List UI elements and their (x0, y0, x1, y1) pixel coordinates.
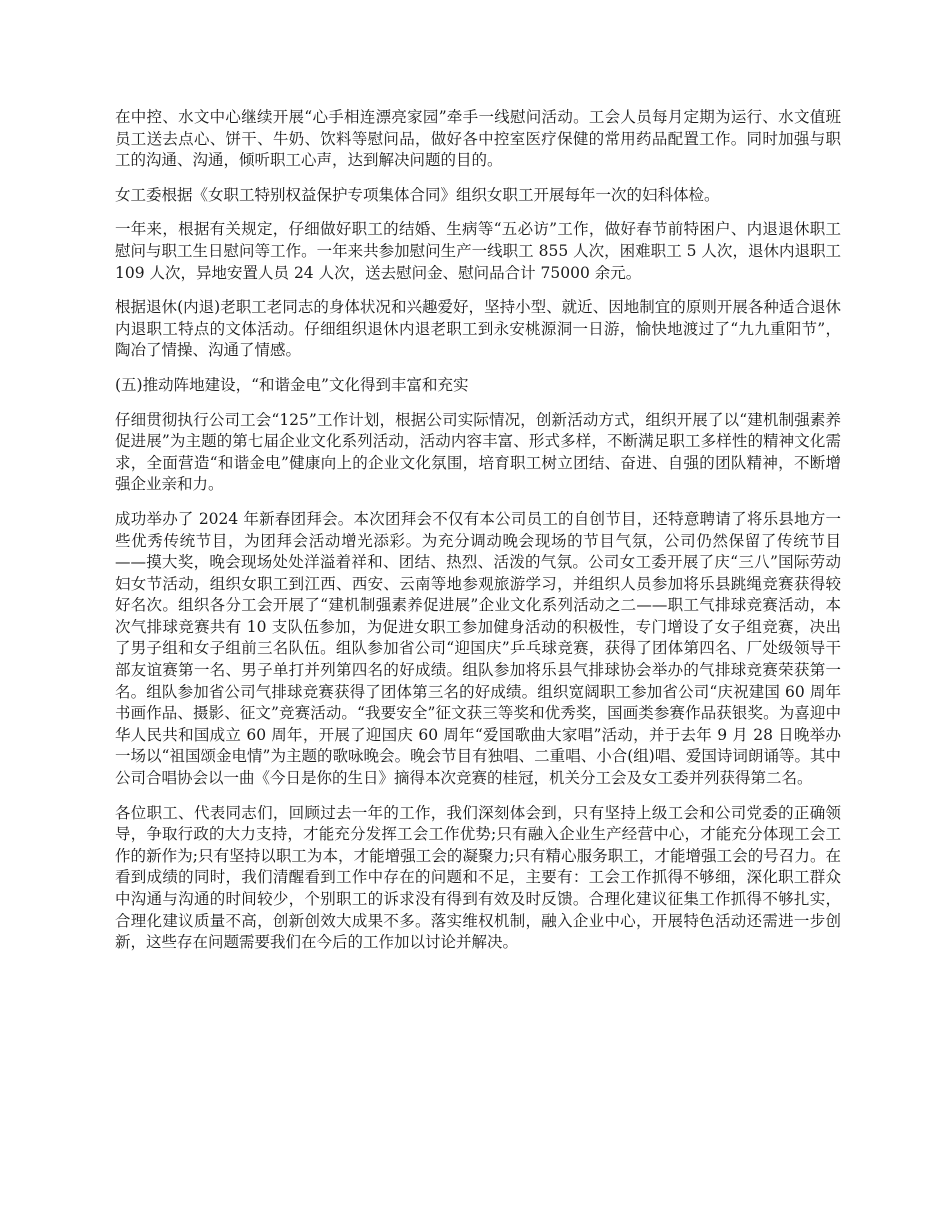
paragraph-retiree-activities: 根据退休(内退)老职工老同志的身体状况和兴趣爱好，坚持小型、就近、因地制宜的原则开展各种适合退休内退职工特点的文体活动。仔细组织退休内退老职工到永安桃源洞一日游，愉快地渡过了“九九重阳节”，陶冶了情操、沟通了情感。 (115, 298, 841, 360)
section-heading-culture: (五)推动阵地建设，“和谐金电”文化得到丰富和充实 (115, 375, 469, 394)
paragraph-events-and-competitions: 成功举办了 2024 年新春团拜会。本次团拜会不仅有本公司员工的自创节目，还特意聘请了将乐县地方一些优秀传统节目，为团拜会活动增光添彩。为充分调动晚会现场的节目气氛，公司仍然保留了传统节目——摸大奖，晚会现场处处洋溢着祥和、团结、热烈、活泼的气氛。公司女工委开展了庆“三八”国际劳动妇女节活动，组织女职工到江西、西安、云南等地参观旅游学习，并组织人员参加将乐县跳绳竞赛获得较好名次。组织各分工会开展了“建机制强素养促进展”企业文化系列活动之二——职工气排球竞赛活动，本次气排球竞赛共有 10 支队伍参加，为促进女职工参加健身活动的积极性，专门增设了女子组竞赛，决出了男子组和女子组前三名队伍。组队参加省公司“迎国庆”乒乓球竞赛，获得了团体第四名、厂处级领导干部友谊赛第一名、男子单打并列第四名的好成绩。组队参加将乐县气排球协会举办的气排球竞赛荣获第一名。组队参加省公司气排球竞赛获得了团体第三名的好成绩。组织宽阔职工参加省公司“庆祝建国 60 周年书画作品、摄影、征文”竞赛活动。“我要安全”征文获三等奖和优秀奖，国画类参赛作品获银奖。为喜迎中华人民共和国成立 60 周年，开展了迎国庆 60 周年“爱国歌曲大家唱”活动，并于去年 9 月 28 日晚举办一场以“祖国颂金电情”为主题的歌咏晚会。晚会节目有独唱、二重唱、小合(组)唱、爱国诗词朗诵等。其中公司合唱协会以一曲《今日是你的生日》摘得本次竞赛的桂冠，机关分工会及女工委并列获得第二名。 (115, 509, 841, 788)
paragraph-home-care-activity: 在中控、水文中心继续开展“心手相连漂亮家园”牵手一线慰问活动。工会人员每月定期为运行、水文值班员工送去点心、饼干、牛奶、饮料等慰问品，做好各中控室医疗保健的常用药品配置工作。同时加强与职工的沟通、沟通，倾听职工心声，达到解决问题的目的。 (115, 108, 841, 170)
paragraph-culture-plan: 仔细贯彻执行公司工会“125”工作计划，根据公司实际情况，创新活动方式，组织开展了以“建机制强素养促进展”为主题的第七届企业文化系列活动，活动内容丰富、形式多样，不断满足职工多样性的精神文化需求，全面营造“和谐金电”健康向上的企业文化氛围，培育职工树立团结、奋进、自强的团队精神，不断增强企业亲和力。 (115, 410, 841, 494)
paragraph-condolence-visits: 一年来，根据有关规定，仔细做好职工的结婚、生病等“五必访”工作，做好春节前特困户、内退退休职工慰问与职工生日慰问等工作。一年来共参加慰问生产一线职工 855 人次，困难职工 5 人次，退休内退职工 109 人次，异地安置人员 24 人次，送去慰问金、慰问品合计 75000 余元。 (115, 220, 841, 282)
paragraph-women-health-check: 女工委根据《女职工特别权益保护专项集体合同》组织女职工开展每年一次的妇科体检。 (115, 185, 720, 204)
document-body (115, 107, 841, 967)
paragraph-summary-and-issues: 各位职工、代表同志们，回顾过去一年的工作，我们深刻体会到，只有坚持上级工会和公司党委的正确领导，争取行政的大力支持，才能充分发挥工会工作优势;只有融入企业生产经营中心，才能充分体现工会工作的新作为;只有坚持以职工为本，才能增强工会的凝聚力;只有精心服务职工，才能增强工会的号召力。在看到成绩的同时，我们清醒看到工作中存在的问题和不足，主要有：工会工作抓得不够细，深化职工群众中沟通与沟通的时间较少，个别职工的诉求没有得到有效及时反馈。合理化建议征集工作抓得不够扎实，合理化建议质量不高，创新创效大成果不多。落实维权机制，融入企业中心，开展特色活动还需进一步创新，这些存在问题需要我们在今后的工作加以讨论并解决。 (115, 803, 841, 952)
